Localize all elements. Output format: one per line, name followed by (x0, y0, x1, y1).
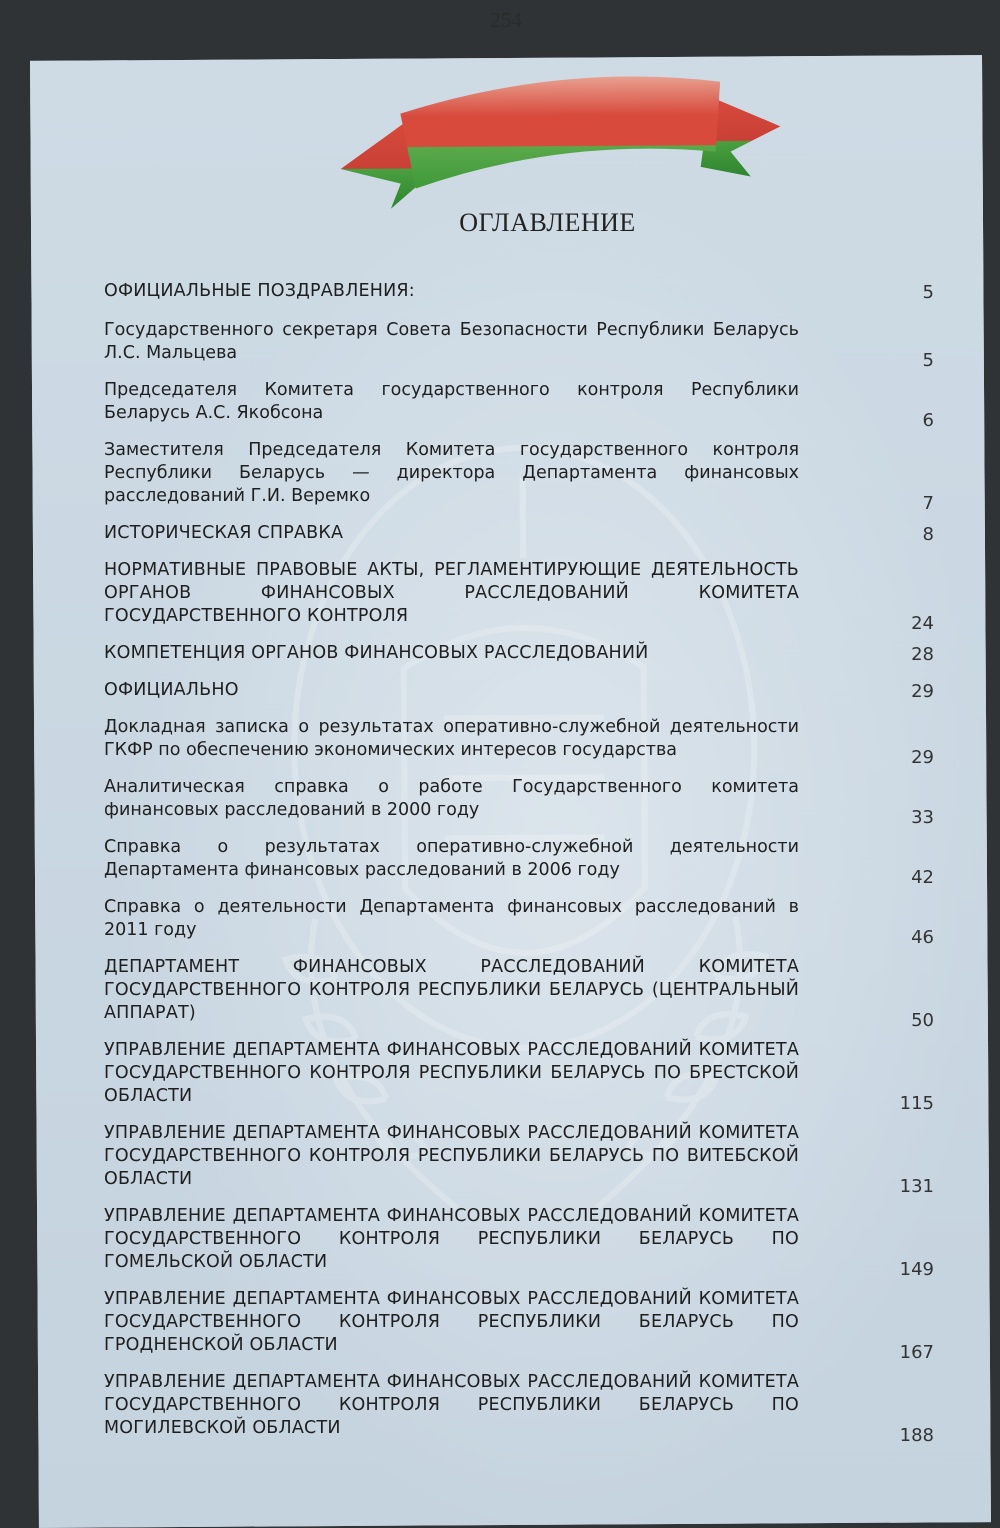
toc-entry (104, 439, 964, 514)
toc-entry-page: 42 (911, 867, 934, 888)
toc-entry-text: Государственного секретаря Совета Безопасности Республики Беларусь Л.С. Мальцева (104, 320, 799, 363)
toc-entry-page: 5 (922, 350, 934, 371)
toc-entry-text: Заместителя Председателя Комитета государственного контроля Республики Беларусь — директора Департамента финансовых расследований Г.И. Веремко (104, 440, 799, 506)
toc-entry-text: Председателя Комитета государственного контроля Республики Беларусь А.С. Якобсона (104, 380, 799, 423)
toc-entry-text: Аналитическая справка о работе Государственного комитета финансовых расследований в 2000 году (104, 777, 799, 820)
toc-entry (104, 956, 964, 1031)
toc-entry (104, 1288, 964, 1363)
toc-entry-text: НОРМАТИВНЫЕ ПРАВОВЫЕ АКТЫ, РЕГЛАМЕНТИРУЮЩИЕ ДЕЯТЕЛЬНОСТЬ ОРГАНОВ ФИНАНСОВЫХ РАССЛЕДОВАНИЙ КОМИТЕТА ГОСУДАРСТВЕННОГО КОНТРОЛЯ (104, 560, 799, 626)
toc-entry-text: ОФИЦИАЛЬНО (104, 680, 239, 700)
flag-ribbon-icon (330, 56, 791, 214)
toc-entry (104, 1122, 964, 1197)
toc-entry (104, 280, 964, 303)
toc-entry (104, 319, 964, 371)
table-of-contents (104, 280, 964, 1454)
toc-entry (104, 716, 964, 768)
toc-entry-text: УПРАВЛЕНИЕ ДЕПАРТАМЕНТА ФИНАНСОВЫХ РАССЛЕДОВАНИЙ КОМИТЕТА ГОСУДАРСТВЕННОГО КОНТРОЛЯ РЕСПУБЛИКИ БЕЛАРУСЬ ПО ГРОДНЕНСКОЙ ОБЛАСТИ (104, 1289, 799, 1355)
toc-entry (104, 836, 964, 888)
toc-entry-page: 6 (922, 410, 934, 431)
toc-entry-text: УПРАВЛЕНИЕ ДЕПАРТАМЕНТА ФИНАНСОВЫХ РАССЛЕДОВАНИЙ КОМИТЕТА ГОСУДАРСТВЕННОГО КОНТРОЛЯ РЕСПУБЛИКИ БЕЛАРУСЬ ПО ГОМЕЛЬСКОЙ ОБЛАСТИ (104, 1206, 799, 1272)
toc-entry-text: ДЕПАРТАМЕНТ ФИНАНСОВЫХ РАССЛЕДОВАНИЙ КОМИТЕТА ГОСУДАРСТВЕННОГО КОНТРОЛЯ РЕСПУБЛИКИ БЕЛАРУСЬ (ЦЕНТРАЛЬНЫЙ АППАРАТ) (104, 957, 799, 1023)
toc-entry (104, 1205, 964, 1280)
toc-entry-text: УПРАВЛЕНИЕ ДЕПАРТАМЕНТА ФИНАНСОВЫХ РАССЛЕДОВАНИЙ КОМИТЕТА ГОСУДАРСТВЕННОГО КОНТРОЛЯ РЕСПУБЛИКИ БЕЛАРУСЬ ПО ВИТЕБСКОЙ ОБЛАСТИ (104, 1123, 799, 1189)
toc-entry (104, 776, 964, 828)
toc-entry-page: 29 (911, 747, 934, 768)
toc-entry-page: 188 (899, 1425, 934, 1446)
toc-entry (104, 1039, 964, 1114)
toc-entry-page: 28 (911, 644, 934, 665)
toc-entry-text: ИСТОРИЧЕСКАЯ СПРАВКА (104, 523, 344, 543)
toc-entry-text: КОМПЕТЕНЦИЯ ОРГАНОВ ФИНАНСОВЫХ РАССЛЕДОВАНИЙ (104, 643, 649, 663)
toc-entry-page: 149 (899, 1259, 934, 1280)
toc-entry-page: 33 (911, 807, 934, 828)
toc-entry-page: 5 (922, 282, 934, 303)
toc-entry-page: 29 (911, 681, 934, 702)
toc-entry-text: УПРАВЛЕНИЕ ДЕПАРТАМЕНТА ФИНАНСОВЫХ РАССЛЕДОВАНИЙ КОМИТЕТА ГОСУДАРСТВЕННОГО КОНТРОЛЯ РЕСПУБЛИКИ БЕЛАРУСЬ ПО МОГИЛЕВСКОЙ ОБЛАСТИ (104, 1372, 799, 1438)
toc-entry-page: 46 (911, 927, 934, 948)
toc-entry (104, 522, 964, 545)
toc-entry (104, 896, 964, 948)
toc-entry (104, 642, 964, 665)
toc-entry-text: ОФИЦИАЛЬНЫЕ ПОЗДРАВЛЕНИЯ: (104, 281, 415, 301)
toc-entry-text: УПРАВЛЕНИЕ ДЕПАРТАМЕНТА ФИНАНСОВЫХ РАССЛЕДОВАНИЙ КОМИТЕТА ГОСУДАРСТВЕННОГО КОНТРОЛЯ РЕСПУБЛИКИ БЕЛАРУСЬ ПО БРЕСТСКОЙ ОБЛАСТИ (104, 1040, 799, 1106)
toc-entry-text: Справка о деятельности Департамента финансовых расследований в 2011 году (104, 897, 799, 940)
toc-entry (104, 679, 964, 702)
toc-entry-page: 167 (899, 1342, 934, 1363)
toc-entry-text: Докладная записка о результатах оперативно-служебной деятельности ГКФР по обеспечению экономических интересов государства (104, 717, 799, 760)
toc-entry (104, 1371, 964, 1446)
toc-entry (104, 379, 964, 431)
toc-entry-page: 50 (911, 1010, 934, 1031)
page-title: ОГЛАВЛЕНИЕ (459, 208, 636, 237)
toc-entry-text: Справка о результатах оперативно-служебной деятельности Департамента финансовых расследований в 2006 году (104, 837, 799, 880)
page-number: 254 (490, 8, 522, 32)
toc-entry (104, 559, 964, 634)
toc-entry-page: 131 (899, 1176, 934, 1197)
toc-entry-page: 8 (922, 524, 934, 545)
toc-entry-page: 7 (922, 493, 934, 514)
toc-entry-page: 115 (899, 1093, 934, 1114)
toc-entry-page: 24 (911, 613, 934, 634)
